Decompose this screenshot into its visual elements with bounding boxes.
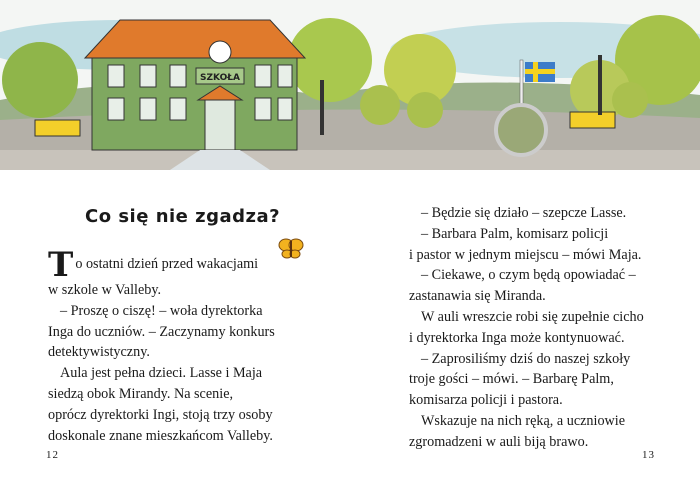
page-number-right: 13 bbox=[642, 449, 655, 461]
text-line: i dyrektorka Inga może kontynuować. bbox=[409, 329, 625, 346]
text-line: zgromadzeni w auli biją brawo. bbox=[409, 433, 589, 450]
text-line: – Barbara Palm, komisarz policji bbox=[421, 225, 609, 242]
text-line: siedzą obok Mirandy. Na scenie, bbox=[48, 385, 234, 402]
page-number-left: 12 bbox=[46, 449, 59, 461]
text-line: doskonale znane mieszkańcom Valleby. bbox=[48, 427, 273, 444]
text-line: – Zaprosiliśmy dziś do naszej szkoły bbox=[421, 350, 631, 367]
right-page-text bbox=[409, 203, 644, 453]
text-line: o ostatni dzień przed wakacjami bbox=[75, 256, 259, 272]
text-line: – Proszę o ciszę! – woła dyrektorka bbox=[60, 302, 263, 319]
text-line: W auli wreszcie robi się zupełnie cicho bbox=[421, 308, 644, 325]
text-line: – Ciekawe, o czym będą opowiadać – bbox=[421, 267, 636, 284]
text-line: Inga do uczniów. – Zaczynamy konkurs bbox=[48, 323, 275, 340]
text-line: Aula jest pełna dzieci. Lasse i Maja bbox=[60, 365, 263, 382]
school-building bbox=[85, 20, 305, 150]
text-line: Wskazuje na nich ręką, a uczniowie bbox=[421, 412, 626, 429]
butterfly-icon bbox=[278, 235, 304, 261]
text-line: troje gości – mówi. – Barbarę Palm, bbox=[409, 371, 614, 388]
text-line: – Będzie się działo – szepcze Lasse. bbox=[421, 205, 627, 221]
chapter-title: Co się nie zgadza? bbox=[85, 206, 281, 227]
text-line: detektywistyczny. bbox=[48, 344, 150, 361]
drop-cap: T bbox=[48, 245, 74, 285]
text-line: i pastor w jednym miejscu – mówi Maja. bbox=[409, 246, 642, 263]
text-line: komisarza policji i pastora. bbox=[409, 392, 563, 409]
school-illustration bbox=[0, 0, 700, 170]
text-line: w szkole w Valleby. bbox=[48, 282, 162, 298]
text-line: zastanawia się Miranda. bbox=[409, 288, 546, 305]
svg-text:SZKOŁA: SZKOŁA bbox=[200, 73, 240, 83]
text-line: oprócz dyrektorki Ingi, stoją trzy osoby bbox=[48, 406, 273, 423]
left-page-text bbox=[48, 245, 275, 446]
